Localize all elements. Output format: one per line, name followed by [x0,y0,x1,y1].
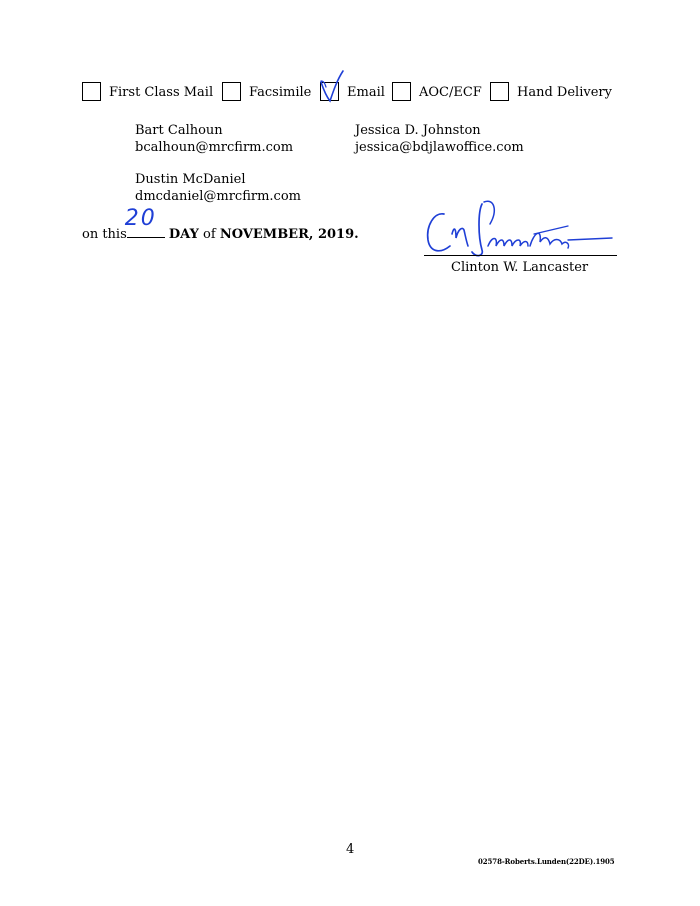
checkmark-icon [316,68,346,104]
label-email: Email [347,85,385,100]
signature-icon [422,196,618,262]
recipient-name: Dustin McDaniel [135,172,246,187]
day-blank [124,206,165,238]
label-facsimile: Facsimile [249,85,312,100]
signature-line [424,255,617,256]
recipient-name: Bart Calhoun [135,123,223,138]
document-code: 02578-Roberts.Lunden(22DE).1905 [478,857,615,866]
checkbox-facsimile[interactable] [222,82,241,101]
recipient-email: dmcdaniel@mrcfirm.com [135,189,301,204]
label-hand-delivery: Hand Delivery [517,85,612,100]
label-aoc-ecf: AOC/ECF [419,85,482,100]
year: , 2019. [308,227,359,242]
recipient-email: jessica@bdjlawoffice.com [355,140,524,155]
of-word: of [203,227,216,242]
signer-name: Clinton W. Lancaster [451,260,589,275]
month: NOVEMBER [219,227,309,242]
date-line [82,206,359,243]
date-prefix: on this [82,227,127,242]
checkbox-hand-delivery[interactable] [490,82,509,101]
handwritten-day: 20 [124,206,157,231]
page-number: 4 [346,842,355,857]
day-word: DAY [168,227,199,242]
recipient-name: Jessica D. Johnston [355,123,481,138]
checkbox-aoc-ecf[interactable] [392,82,411,101]
label-first-class-mail: First Class Mail [109,85,214,100]
recipient-email: bcalhoun@mrcfirm.com [135,140,294,155]
checkbox-first-class-mail[interactable] [82,82,101,101]
